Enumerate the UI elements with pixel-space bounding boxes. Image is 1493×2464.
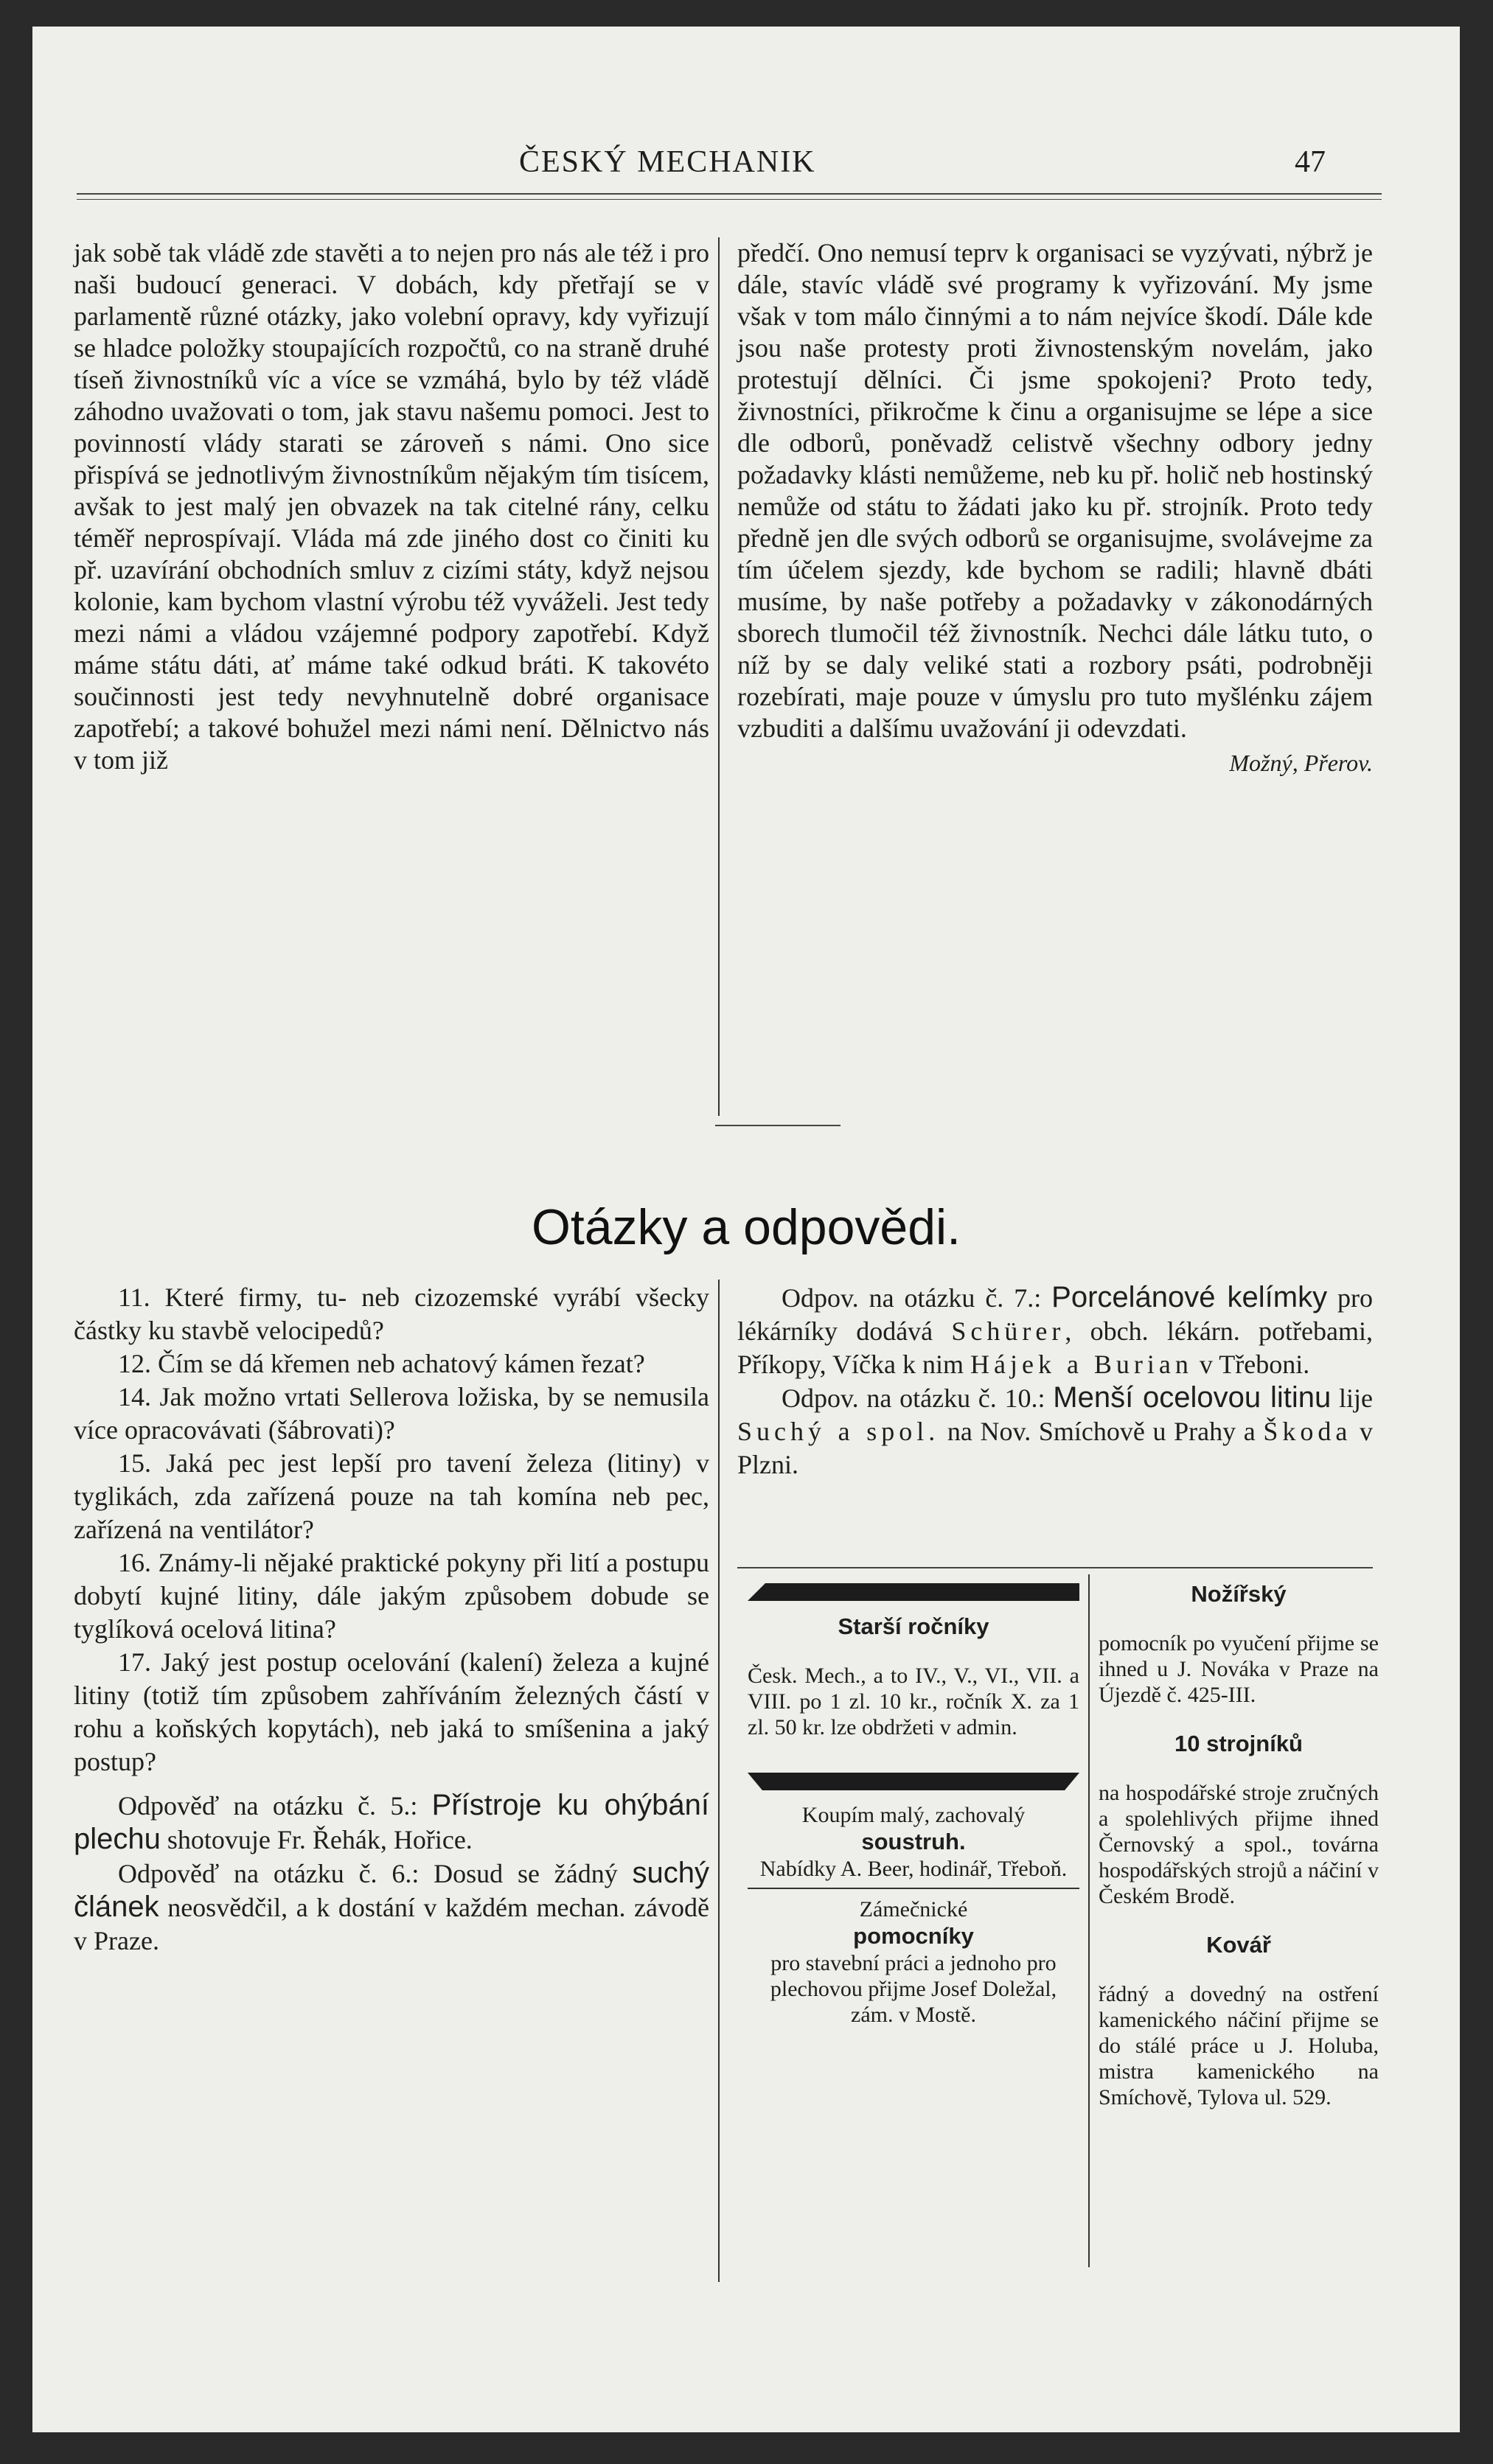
ad-zamecnicke-text: pro stavební práci a jednoho pro plechovou přijme Josef Doležal, zám. v Mostě. — [770, 1951, 1057, 2027]
ad-soustruh — [748, 1802, 1079, 1882]
question-item: 15. Jaká pec jest lepší pro tavení železa (litiny) v tyglikách, zda zařízená pouze na tah komína neb pec, zařízená na ventilátor? — [74, 1448, 709, 1544]
ad-nozirsky-text: pomocník po vyučení přijme se ihned u J. Nováka v Praze na Újezdě č. 425-III. — [1099, 1631, 1379, 1707]
page — [32, 27, 1460, 2432]
ad-strojniku-text: na hospodářské stroje zručných a spolehlivých přijme ihned Černovský a spol., továrna hospodářských strojů a náčiní v Českém Brodě. — [1099, 1781, 1379, 1908]
questions-column — [74, 1281, 709, 1958]
column-divider-top — [718, 237, 720, 1116]
question-item: 14. Jak možno vrtati Sellerova ložiska, by se nemusila více opracovávati (šábrovati)? — [74, 1382, 709, 1445]
answers-left — [74, 1789, 709, 1958]
column-divider-bottom — [718, 1280, 720, 2282]
ads-column-right — [1099, 1580, 1379, 2132]
question-item: 12. Čím se dá křemen neb achatový kámen řezat? — [118, 1349, 645, 1378]
question-item: 17. Jaký jest postup ocelování (kalení) železa a kujné litiny (totiž tím způsobem zahříváním železných částí v rohu a koňských kopytách), neb jaká to smíšenina a jaký postup? — [74, 1647, 709, 1776]
ad-starsi-rocniky-text: Česk. Mech., a to IV., V., VI., VII. a VIII. po 1 zl. 10 kr., ročník X. za 1 zl. 50 kr. lze obdržeti v admin. — [748, 1664, 1079, 1739]
answer-5: Odpověď na otázku č. 5.: Přístroje ku ohýbání plechu shotovuje Fr. Řehák, Hořice. — [74, 1789, 709, 1855]
ad-kovar-text: řádný a dovedný na ostření kamenického náčiní přijme se do stálé práce u J. Holuba, mistra kamenického na Smíchově, Tylova ul. 529. — [1099, 1982, 1379, 2109]
article-signature: Možný, Přerov. — [1229, 750, 1373, 776]
section-separator — [715, 1125, 841, 1126]
running-header-title: ČESKÝ MECHANIK — [519, 145, 816, 179]
ad-kovar-title: Kovář — [1206, 1932, 1271, 1958]
header-rule-thin — [77, 199, 1382, 200]
ad-banner-bottom-decoration — [748, 1771, 1079, 1792]
ad-strojniku-title: 10 strojníků — [1174, 1731, 1303, 1756]
ad-zamecnicke — [748, 1896, 1079, 2028]
ads-top-rule — [737, 1567, 1373, 1568]
article-text-left: jak sobě tak vládě zde stavěti a to nejen pro nás ale též i pro naši budoucí generaci. V dobách, kdy přetřají se v parlamentě různé otázky, jako volební opravy, kdy vyřizují se hladce položky stoupajících rozpočtů, co na straně druhé tíseň živnostníků víc a více se vzmáhá, bylo by též vládě záhodno uvažovati o tom, jak stavu našemu pomoci. Jest to povinností vlády starati se zároveň s námi. Ono sice přispívá se jednotlivým živnostníkům nějakým tím tisícem, avšak to jest malý jen obvazek na tak citelné rány, celku téměř neprospívají. Vláda má zde jiného dost co činiti ku př. uzavírání obchodních smluv z cizími státy, když nejsou kolonie, kam bychom vlastní výrobu též vyváželi. Jest tedy mezi námi a vládou vzájemné podpory zapotřebí. Když máme státu dáti, ať máme také odkud bráti. K takovéto součinnosti jest tedy nevyhnutelně dobré organisace zapotřebí; a takové bohužel mezi námi není. Dělnictvo nás v tom již — [74, 238, 709, 775]
ad-zamecnicke-title: pomocníky — [853, 1923, 974, 1949]
ad-starsi-rocniky-title: Starší ročníky — [838, 1613, 989, 1639]
answers-right — [737, 1281, 1373, 1481]
ad-soustruh-text: Nabídky A. Beer, hodinář, Třeboň. — [759, 1857, 1068, 1881]
answer-7: Odpov. na otázku č. 7.: Porcelánové kelímky pro lékárníky dodává Schürer, obch. lékárn. potřebami, Příkopy, Víčka k nim Hájek a Burian v Třeboni. — [737, 1281, 1374, 1379]
ad-zamecnicke-pre: Zámečnické — [859, 1897, 968, 1922]
ad-soustruh-pre: Koupím malý, zachovalý — [801, 1803, 1026, 1827]
ads-divider — [1088, 1574, 1090, 2267]
ad-nozirsky-title: Nožířský — [1191, 1581, 1287, 1607]
page-number: 47 — [1295, 145, 1326, 179]
ad-banner-top-decoration — [748, 1582, 1079, 1602]
header-rule — [77, 193, 1382, 195]
article-text-right: předčí. Ono nemusí teprv k organisaci se vyzývati, nýbrž je dále, stavíc vládě své programy k vyřizování. My jsme však v tom málo činnými a to nám nejvíce škodí. Dále kde jsou naše protesty proti živnostenským novelám, jako protestují dělníci. Či jsme spokojeni? Proto tedy, živnostníci, přikročme k činu a organisujme se lépe a sice dle odborů, poněvadž celistvě všechny odbory jedny požadavky klásti nemůžeme, neb ku př. holič neb hostinský nemůže od státu to žádati jako ku př. strojník. Proto tedy předně jen dle svých odborů se organisujme, svolávejme za tím účelem sjezdy, kde bychom se radili; hlavně dbáti musíme, by naše potřeby a požadavky v zákonodárných sborech tlumočil též živnostník. Nechci dále látku tuto, o níž by se daly veliké stati a rozbory psáti, podrobněji rozebírati, maje pouze v úmyslu pro tuto myšlénku zájem vzbuditi a dalšímu uvažování ji odevzdati. — [737, 238, 1373, 743]
answer-10: Odpov. na otázku č. 10.: Menší ocelovou litinu lije Suchý a spol. na Nov. Smíchově u Prahy a Škoda v Plzni. — [737, 1381, 1374, 1479]
ads-column-left — [748, 1582, 1079, 2028]
article-column-right — [737, 237, 1373, 779]
ad-soustruh-title: soustruh. — [861, 1829, 966, 1854]
article-column-left — [74, 237, 709, 776]
answer-6: Odpověď na otázku č. 6.: Dosud se žádný suchý článek neosvědčil, a k dostání v každém mechan. závodě v Praze. — [74, 1857, 709, 1955]
section-title: Otázky a odpovědi. — [531, 1199, 961, 1255]
ad-divider — [748, 1888, 1079, 1889]
question-item: 11. Které firmy, tu- neb cizozemské vyrábí všecky částky ku stavbě velocipedů? — [74, 1282, 709, 1345]
question-item: 16. Známy-li nějaké praktické pokyny při lití a postupu dobytí kujné litiny, dále jakým způsobem dobude se tyglíková ocelová litina? — [74, 1548, 709, 1644]
